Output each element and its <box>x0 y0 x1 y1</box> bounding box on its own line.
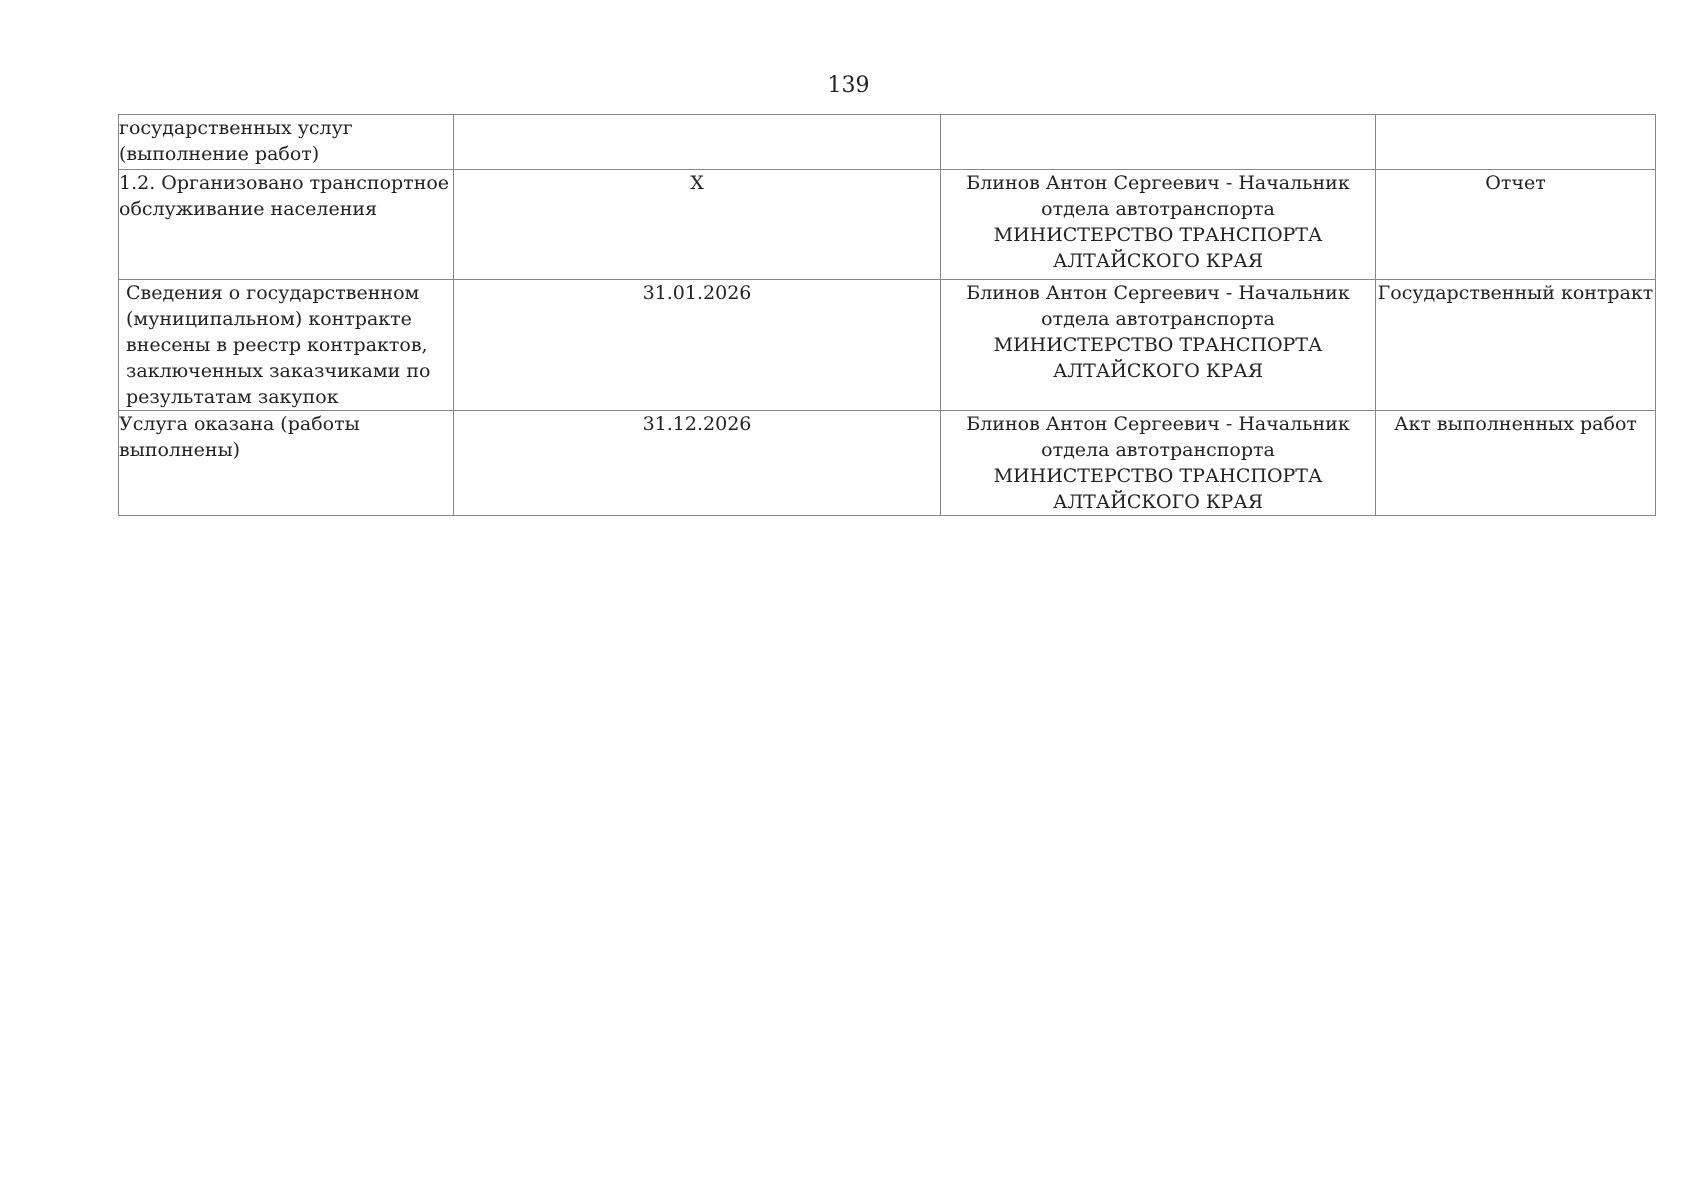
responsible-person: Блинов Антон Сергеевич - Начальник отдела автотранспорта <box>966 413 1350 461</box>
control-points-table <box>118 114 1656 516</box>
stage-cell: 1.2. Организовано транспортное обслуживание населения <box>119 170 454 280</box>
responsible-organization: МИНИСТЕРСТВО ТРАНСПОРТА АЛТАЙСКОГО КРАЯ <box>993 224 1323 272</box>
date-cell: 31.01.2026 <box>454 280 941 411</box>
date-cell: 31.12.2026 <box>454 411 941 516</box>
page-number: 139 <box>827 73 870 98</box>
table-row <box>119 115 1656 170</box>
responsible-person: Блинов Антон Сергеевич - Начальник отдела автотранспорта <box>966 282 1350 330</box>
responsible-cell <box>941 170 1376 280</box>
stage-cell: государственных услуг (выполнение работ) <box>119 115 454 170</box>
document-cell: Отчет <box>1376 170 1656 280</box>
document-cell <box>1376 115 1656 170</box>
responsible-person: Блинов Антон Сергеевич - Начальник отдела автотранспорта <box>966 172 1350 220</box>
document-cell: Государственный контракт <box>1376 280 1656 411</box>
table-row <box>119 170 1656 280</box>
stage-cell: Услуга оказана (работы выполнены) <box>119 411 454 516</box>
document-cell: Акт выполненных работ <box>1376 411 1656 516</box>
responsible-organization: МИНИСТЕРСТВО ТРАНСПОРТА АЛТАЙСКОГО КРАЯ <box>993 465 1323 513</box>
table-row <box>119 411 1656 516</box>
date-cell <box>454 115 941 170</box>
stage-cell: Сведения о государственном (муниципальном) контракте внесены в реестр контрактов, заключенных заказчиками по результатам закупок <box>119 280 454 411</box>
responsible-cell <box>941 115 1376 170</box>
responsible-organization: МИНИСТЕРСТВО ТРАНСПОРТА АЛТАЙСКОГО КРАЯ <box>993 334 1323 382</box>
responsible-cell <box>941 280 1376 411</box>
responsible-cell <box>941 411 1376 516</box>
date-cell: X <box>454 170 941 280</box>
table-row <box>119 280 1656 411</box>
